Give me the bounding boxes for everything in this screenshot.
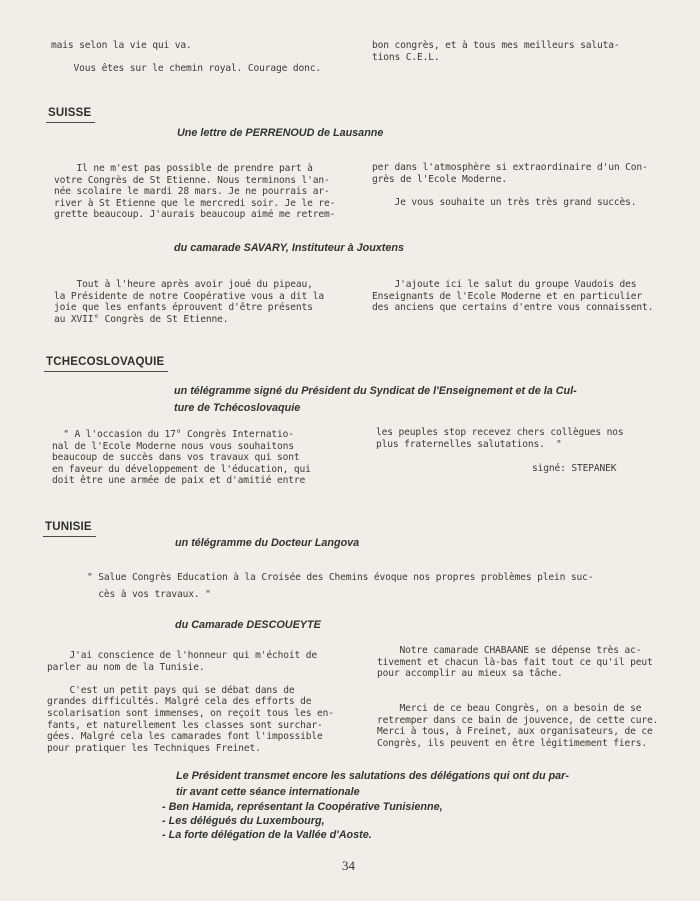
suisse-letter-left: Il ne m'est pas possible de prendre part à votre Congrès de St Etienne. Nous terminons l'an- née scolaire le mardi 28 mars. Je ne pourrais ar- river à St Etienne que le mercredi soir. Je le re- grette beaucoup. J'aurais beaucoup aimé me retrem-: [54, 163, 336, 221]
closing-item: - La forte délégation de la Vallée d'Aoste.: [162, 829, 372, 841]
tcheco-title: un télégramme signé du Président du Syndicat de l'Enseignement et de la Cul- ture de Tchécoslovaquie: [174, 385, 577, 414]
closing-text: Le Président transmet encore les salutations des délégations qui ont du par- tir avant cette séance internationale: [176, 770, 569, 798]
savary-title: du camarade SAVARY, Instituteur à Jouxtens: [174, 242, 405, 254]
top-left-text: mais selon la vie qui va. Vous êtes sur le chemin royal. Courage donc.: [51, 40, 322, 75]
savary-left: Tout à l'heure après avoir joué du pipeau, la Présidente de notre Coopérative vous a dit la joie que les enfants éprouvent d'être présents au XVII° Congrès de St Etienne.: [54, 279, 325, 325]
closing-item: - Les délégués du Luxembourg,: [162, 815, 325, 827]
section-header-suisse: SUISSE: [48, 107, 91, 119]
savary-right: J'ajoute ici le salut du groupe Vaudois des Enseignants de l'Ecole Moderne et en particulier des anciens que certains d'entre vous connaissent.: [372, 279, 654, 314]
closing-item: - Ben Hamida, représentant la Coopérative Tunisienne,: [162, 801, 443, 813]
tcheco-left: " A l'occasion du 17° Congrès Internatio- nal de l'Ecole Moderne nous vous souhaitons beaucoup de succès dans vos travaux qui sont en faveur du développement de l'éducation, qui doit être une armée de paix et d'amitié entre: [52, 429, 311, 487]
tcheco-signature: signé: STEPANEK: [532, 463, 617, 474]
tcheco-right: les peuples stop recevez chers collègues nos plus fraternelles salutations. ": [376, 427, 624, 450]
tunisie-telegram-text: " Salue Congrès Education à la Croisée des Chemins évoque nos propres problèmes plein suc- cès à vos travaux. ": [87, 572, 594, 600]
suisse-letter-title: Une lettre de PERRENOUD de Lausanne: [177, 127, 384, 139]
suisse-letter-right: per dans l'atmosphère si extraordinaire d'un Con- grès de l'Ecole Moderne. Je vous souhaite un très très grand succès.: [372, 162, 648, 208]
page-number: 34: [342, 858, 355, 873]
tunisie-left: J'ai conscience de l'honneur qui m'échoit de parler au nom de la Tunisie. C'est un petit pays qui se débat dans de grandes difficultés. Malgré cela des efforts de scolarisation sont immenses, on reçoit tous les en- fants, et naturellement les classes sont surchar- gées. Malgré cela les camarades font l'impossible pour pratiquer les Techniques Freinet.: [47, 650, 334, 754]
tunisie-right: Notre camarade CHABAANE se dépense très ac- tivement et chacun là-bas fait tout ce qu'il peut pour accomplir au mieux sa tâche. Merci de ce beau Congrès, on a besoin de se retremper dans ce bain de jouvence, de cette cure. Merci à tous, à Freinet, aux organisateurs, de ce Congrès, ils peuvent en être légitimement fiers.: [377, 645, 659, 749]
section-header-tchecoslovaquie: TCHECOSLOVAQUIE: [46, 356, 164, 368]
descoueyte-title: du Camarade DESCOUEYTE: [175, 619, 321, 631]
tunisie-telegram-title: un télégramme du Docteur Langova: [175, 537, 360, 549]
top-right-text: bon congrès, et à tous mes meilleurs saluta- tions C.E.L.: [372, 40, 620, 63]
section-header-tunisie: TUNISIE: [45, 521, 92, 533]
